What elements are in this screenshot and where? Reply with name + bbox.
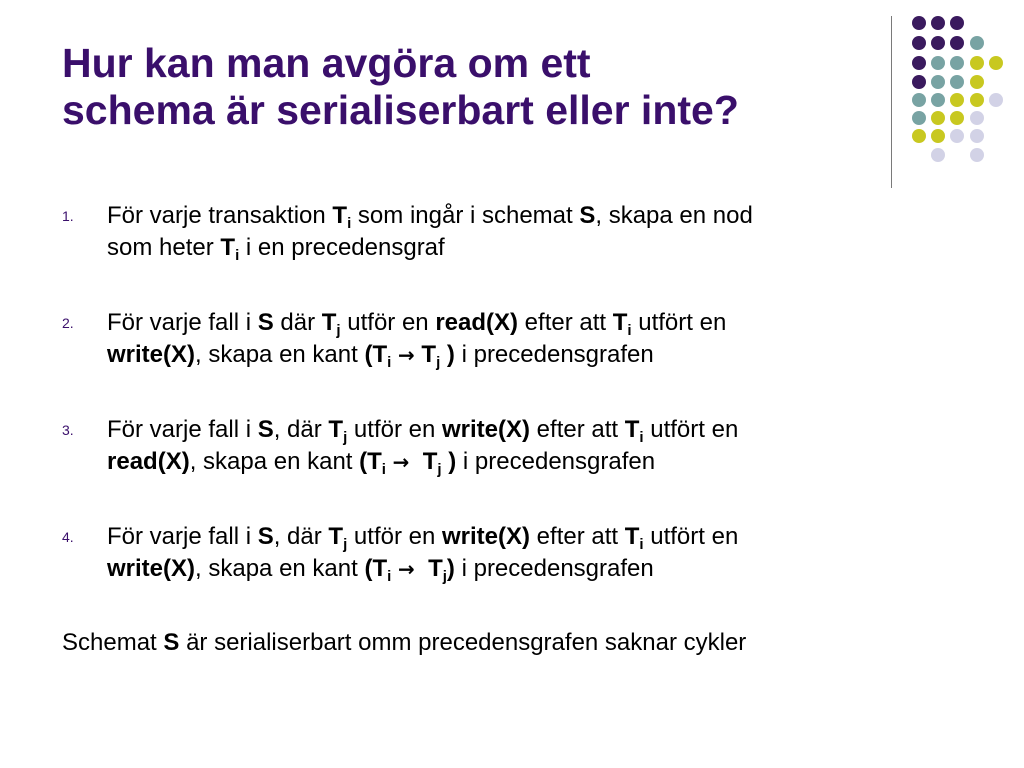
decorative-dot bbox=[970, 93, 984, 107]
decorative-dot bbox=[970, 56, 984, 70]
decorative-dot bbox=[950, 111, 964, 125]
decorative-dot bbox=[950, 36, 964, 50]
decorative-dot bbox=[970, 36, 984, 50]
list-item-4 bbox=[62, 521, 962, 585]
decorative-dot bbox=[912, 56, 926, 70]
decorative-dot bbox=[970, 75, 984, 89]
decorative-dot bbox=[931, 56, 945, 70]
decorative-dot bbox=[950, 16, 964, 30]
arrow-icon: → bbox=[397, 557, 415, 581]
title-divider bbox=[891, 16, 892, 188]
decorative-dot bbox=[989, 93, 1003, 107]
list-item-2 bbox=[62, 307, 962, 371]
decorative-dot bbox=[912, 93, 926, 107]
decorative-dot bbox=[950, 56, 964, 70]
decorative-dot bbox=[931, 111, 945, 125]
decorative-dot bbox=[950, 75, 964, 89]
arrow-icon: → bbox=[392, 450, 410, 474]
decorative-dot bbox=[931, 16, 945, 30]
decorative-dot bbox=[931, 129, 945, 143]
conclusion-text: Schemat S är serialiserbart omm precedensgrafen saknar cykler bbox=[62, 629, 747, 656]
decorative-dot bbox=[950, 93, 964, 107]
arrow-icon: → bbox=[397, 343, 415, 367]
list-number: 4. bbox=[62, 529, 74, 545]
list-item-line: write(X), skapa en kant $(T_i \to T_j)$ i precedensgrafen bbox=[107, 555, 654, 585]
list-item-1 bbox=[62, 200, 962, 264]
slide-title-line-2: schema är serialiserbart eller inte? bbox=[62, 87, 739, 133]
list-number: 3. bbox=[62, 422, 74, 438]
list-item-3 bbox=[62, 414, 962, 478]
list-number: 1. bbox=[62, 208, 74, 224]
list-item-line: För varje fall i S där $T_j$ utför en read(X) efter att $T_i$ utfört en bbox=[107, 309, 727, 339]
slide-title-line-1: Hur kan man avgöra om ett bbox=[62, 40, 591, 86]
list-item-line: För varje fall i S, där $T_j$ utför en write(X) efter att $T_i$ utfört en bbox=[107, 523, 739, 553]
decorative-dot bbox=[912, 111, 926, 125]
decorative-dot bbox=[931, 148, 945, 162]
decorative-dot bbox=[989, 56, 1003, 70]
list-item-line: För varje fall i S, där $T_j$ utför en write(X) efter att $T_i$ utfört en bbox=[107, 416, 739, 446]
decorative-dot bbox=[931, 93, 945, 107]
slide-title bbox=[62, 40, 882, 134]
decorative-dot bbox=[912, 129, 926, 143]
step-list bbox=[62, 200, 962, 628]
list-item-line: write(X), skapa en kant ($T_i \to T_j$ ) i precedensgrafen bbox=[107, 341, 654, 371]
list-number: 2. bbox=[62, 315, 74, 331]
decorative-dot bbox=[931, 36, 945, 50]
decorative-dot bbox=[912, 75, 926, 89]
list-item-line: read(X), skapa en kant ($T_i \to T_j$ ) i precedensgrafen bbox=[107, 448, 656, 478]
decorative-dot bbox=[931, 75, 945, 89]
decorative-dot bbox=[912, 36, 926, 50]
list-item-line: som heter $T_i$ i en precedensgraf bbox=[107, 234, 445, 264]
decorative-dot bbox=[970, 111, 984, 125]
decorative-dot bbox=[912, 16, 926, 30]
decorative-dot bbox=[970, 129, 984, 143]
decorative-dot bbox=[970, 148, 984, 162]
decorative-dot bbox=[950, 129, 964, 143]
list-item-line: För varje transaktion $T_i$ som ingår i schemat S, skapa en nod bbox=[107, 202, 753, 232]
